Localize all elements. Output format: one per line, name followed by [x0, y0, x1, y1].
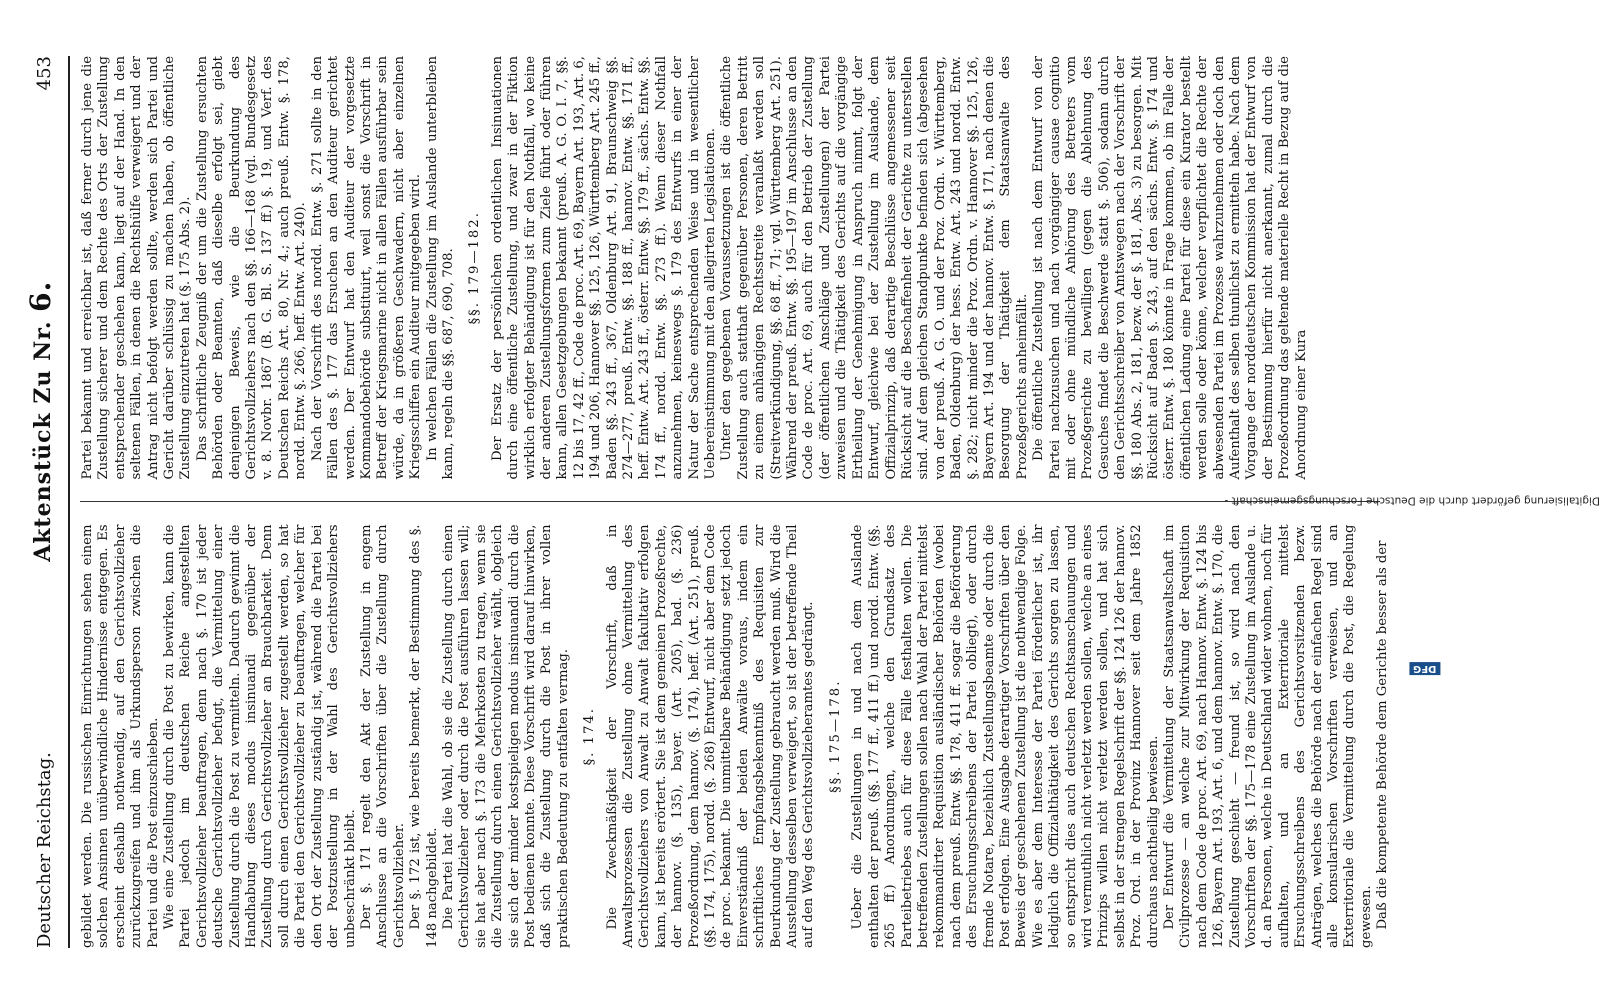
- document-number: [24, 281, 57, 562]
- digitization-credit-text: Digitalisierung gefördert durch die Deutsche Forschungsgemeinschaft -: [1224, 494, 1600, 506]
- paragraph: Der Ersatz der persönlichen ordentlichen Insinuationen durch eine öffentliche Zustellung, und zwar in der Fiktion wirklich erfolgter Behändigung ist für den Nothfall, wo keine der anderen Zustellungsformen zum Ziele führt oder führen kann, allen Gesetzgebungen bekannt (preuß. A. G. O. I. 7, §§. 12 bis 17, 42 ff., Code de proc. Art. 69, Bayern Art. 193, Art. 6, 194 und 206, Hannover §§. 125, 126, Württemberg Art. 245 ff., Baden §§. 243 ff., 367, Oldenburg Art. 91, Braunschweig §§. 274—277, preuß. Entw. §§. 188 ff., hannov. Entw. §§. 171 ff., heff. Entw. Art. 243 ff., österr. Entw. §§. 179 ff., sächs. Entw. §§. 174 ff., nordd. Entw. §§. 273 ff.). Wenn dieser Nothfall anzunehmen, keineswegs §. 179 des Entwurfs in einer der Natur der Sache entsprechenden Weise und in wesentlicher Uebereinstimmung mit den allegirten Legislationen.: [489, 56, 719, 480]
- page-header: [24, 56, 70, 948]
- right-column: [80, 56, 1380, 480]
- journal-title: Deutscher Reichstag.: [34, 752, 55, 948]
- paragraph: Der Entwurf die Vermittelung der Staatsanwaltschaft im Civilprozesse — an welche zur Mitwirkung der Requisition nach dem Code de proc. Art. 69, nach Hannov. Entw. §. 124 bis 126, Bayern Art. 193, Art. 6, und dem hannov. Entw. §. 170, die Zustellung geschieht — freund ist, so wird nach den Vorschriften der §§. 175—178 eine Zustellung im Auslande u. d. an Personen, welche in Deutschland wider wohnen, noch für aufhalten, und an Exterritoriale mittelst Ersuchungsschreibens des Gerichtsvorsitzenden bezw. Anträgen, welches die Behörde nach der einfachen Regel sind alle konsularischen Vorschriften verweisen, und an Exterritoriale die Vermittelung durch die Post, die Regelung gewesen.: [1162, 524, 1374, 948]
- paragraph: Die öffentliche Zustellung ist nach dem Entwurf von der Partei nachzusuchen und nach vorgängiger causae cognitio mit oder ohne mündliche Anhörung des Betreters vom Prozeßgerichte zu bewilligen (gegen die Ablehnung des Gesuches findet die Beschwerde statt §. 506), sodann durch den Gerichtsschreiber von Amtswegen nach der Vorschrift der §§. 180 Abs. 2, 181, bezw. der §. 181, Abs. 3) zu besorgen. Mit Rücksicht auf Baden §. 243, auf den sächs. Entw. §. 174 und österr. Entw. §. 180 könnte in Frage kommen, ob im Falle der öffentlichen Ladung eine Partei für diese ein Kurator bestellt werden solle oder könne, welcher verpflichtet die Rechte der abwesenden Partei im Prozesse wahrzunehmen oder doch den Aufenthalt des selben thunlichst zu ermitteln habe. Nach dem Vorgange der norddeutschen Kommission hat der Entwurf von der Bestimmung hierfür nicht anerkannt, zumal durch die Prozeßordnung das geltende materielle Recht in Bezug auf die Anordnung einer Kura: [1031, 56, 1309, 480]
- text-columns: [80, 56, 1391, 948]
- column-divider: [80, 502, 1380, 503]
- paragraph: Der §. 171 regelt den Akt der Zustellung in engem Anschlusse an die Vorschriften über die Zustellung durch Gerichtsvollzieher.: [358, 524, 407, 948]
- section-heading: §. 174.: [582, 707, 598, 766]
- section-heading: §§. 175—178.: [827, 679, 843, 793]
- section-heading: §§. 179—182.: [467, 211, 483, 325]
- paragraph: Ueber die Zustellungen in und nach dem Auslande enthalten der preuß. (§§. 177 ff., 411 ff.) und nordd. Entw. (§§. 265 ff.) Anordnungen, welche den Grundsatz des Parteibetriebes auch für diese Fälle festhalten wollen. Die betreffenden Zustellungen sollen nach Wahl der Partei mittelst rekommandirter Requisition ausländischer Behörden (wobei nach dem preuß. Entw. §§. 178, 411 ff. sogar die Beförderung des Ersuchungsschreibens der Partei obliegt), oder durch fremde Notare, beziehlich Zustellungsbeamte oder durch die Post erfolgen. Eine Ausgabe derartiger Vorschriften über den Beweis der geschehenen Zustellung ist die nothwendige Folge. Wie es aber dem Interesse der Partei förderlicher ist, ihr lediglich die Offizialthätigkeit des Gerichts sorgen zu lassen, so entspricht dies auch deutschen Rechtsanschauungen und wird vermuthlich nicht verletzt werden sollen, welche an eines Prinzips willen nicht verletzt werden sollen, und hat sich selbst in der strengen Regelschrift der §§. 124 126 der hannov. Proz. Ord. in der Provinz Hannover seit dem Jahre 1852 durchaus nachtheilig bewiesen.: [850, 524, 1161, 948]
- paragraph: Partei bekannt und erreichbar ist, daß ferner durch jene die Zustellung sicherer und dem Rechte des Orts der Zustellung entsprechender geschehen kann, liegt auf der Hand. In den seltenen Fällen, in denen die Rechtshülfe verweigert und der Antrag nicht befolgt werden sollte, werden sich Partei und Gericht darüber schlüssig zu machen haben, ob öffentliche Zustellung einzutreten hat (§. 175 Abs. 2).: [80, 56, 194, 480]
- paragraph: Daß die kompetente Behörde dem Gerichte besser als der: [1375, 540, 1391, 930]
- paragraph: Unter den gegebenen Voraussetzungen ist die öffentliche Zustellung auch statthaft gegenüber Personen, deren Betritt zu einem anhängigen Rechtsstreite veranlaßt werden soll (Streitverkündigung, §§. 68 ff., 71; vgl. Württemberg Art. 251). Während der preuß. Entw. §§. 195—197 im Anschlusse an den Code de proc. Art. 69, auch für den Betrieb der Zustellung (der öffentlichen Anschläge und Zustellungen) der Partei zuweisen und die Thätigkeit des Gerichts auf die vorgängige Ertheilung der Genehmigung in Anspruch nimmt, folgt der Entwurf, gleichwie bei der Zustellung im Auslande, dem Offizialprinzip, daß derartige Beschlüsse angemessener seit Rücksicht auf die Beschaffenheit der Gerichte zu unterstellen sind. Auf dem gleichen Standpunkte befinden sich (abgesehen von der preuß. A. G. O. und der Proz. Ordn. v. Württemberg, Baden, Oldenburg) der hess. Entw. Art. 243 und nordd. Entw. §. 282; nicht minder die Proz. Ordn. v. Hannover §§. 125, 126, Bayern Art. 194 und der hannov. Entw. §. 171, nach denen die Besorgung der Thätigkeit dem Staatsanwalte des Prozeßgerichts anheimfällt.: [719, 56, 1030, 480]
- paragraph: Die Zweckmäßigkeit der Vorschrift, daß in Anwaltsprozessen die Zustellung ohne Vermittelung des Gerichtsvollziehers von Anwalt zu Anwalt fakultativ erfolgen kann, ist bereits erörtert. Sie ist dem gemeinen Prozeßrechte, der hannov. (§. 135), bayer. (Art. 205), bad. (§. 236) Prozeßordnung, dem hannov. (§. 174), heff. (Art. 251), preuß. (§§. 174, 175), nordd. (§. 268) Entwurf, nicht aber dem Code de proc. bekannt. Die unmittelbare Behändigung setzt jedoch Einverständniß der beiden Anwälte voraus, indem ein schriftliches Empfangsbekenntniß des Requisiten zur Beurkundung der Zustellung gebraucht werden muß. Wird die Ausstellung desselben verweigert, so ist der betreffende Theil auf den Weg des Gerichtsvollzieheramtes gedrängt.: [604, 524, 817, 948]
- paragraph: Das schriftliche Zeugniß der um die Zustellung ersuchten Behörden oder Beamten, daß dieselbe erfolgt sei, giebt denjenigen Beweis, wie die Beurkundung des Gerichtsvollziehers nach den §§. 166—168 (vgl. Bundesgesetz v. 8. Novbr. 1867 (B. G. Bl. S. 137 ff.) §. 19, und Verf. des Deutschen Reichs Art. 80, Nr. 4.; auch preuß. Entw. §. 178, nordd. Entw. §. 266, heff. Entw. Art. 240).: [194, 56, 309, 480]
- paragraph: In welchen Fällen die Zustellung im Auslande unterbleiben kann, regeln die §§. 687, 690, 708.: [424, 56, 456, 480]
- paragraph: Nach der Vorschrift des nordd. Entw. §. 271 sollte in den Fällen des §. 177 das Ersuchen an den Auditeur gerichtet werden. Der Entwurf hat den Auditeur der vorgesetzte Kommandobehörde substituirt, weil sonst die Vorschrift in Betreff der Kriegsmarine nicht in allen Fällen ausführbar sein würde, da in größeren Geschwadern, nicht aber einzelnen Kriegsschiffen ein Auditeur mitgegeben wird.: [309, 56, 424, 480]
- paragraph: Wie eine Zustellung durch die Post zu bewirken, kann die Partei jedoch im deutschen Reiche angestellten Gerichtsvollzieher beauftragen, denn nach §. 170 ist jeder deutsche Gerichtsvollzieher befugt, die Vermittelung einer Zustellung durch die Post zu vermitteln. Dadurch gewinnt die Handhabung dieses modus insinuandi gegenüber der Zustellung durch Gerichtsvollzieher an Brauchbarkeit. Denn soll durch einen Gerichtsvollzieher zugestellt werden, so hat die Partei den Gerichtsvollzieher zu beauftragen, welcher für den Ort der Zustellung zuständig ist, während die Partei bei der Postzustellung in der Wahl des Gerichtsvollziehers unbeschränkt bleibt.: [162, 524, 358, 948]
- left-column: [80, 524, 1391, 949]
- dfg-logo: DFG: [1409, 662, 1440, 675]
- page-number: 453: [34, 56, 55, 91]
- document-number-value: 6.: [24, 280, 57, 312]
- paragraph: Die Partei hat die Wahl, ob sie die Zustellung durch einen Gerichtsvollzieher oder durch die Post ausführen lassen will; sie hat aber nach §. 173 die Mehrkosten zu tragen, wenn sie die Zustellung durch einen Gerichtsvollzieher wählt, obgleich sie sich der minder kostspieligen modus insinuandi durch die Post bedienen konnte. Diese Vorschrift wird darauf hinwirken, daß sich die Zustellung durch die Post in ihrer vollen praktischen Bedeutung zu entfalten vermag.: [440, 524, 571, 948]
- document-prefix: Aktenstück Zu Nr.: [30, 320, 56, 562]
- paragraph: Der §. 172 ist, wie bereits bemerkt, der Bestimmung des §. 148 nachgebildet.: [408, 524, 440, 948]
- paragraph: gebildet werden. Die russischen Einrichtungen sehen einem solchen Ansinnen unüberwindliche Hindernisse entgegen. Es erscheint deshalb nothwendig, auf den Gerichtsvollzieher zurückzugreifen und ihm als Urkundsperson zwischen die Partei und die Post einzuschieben.: [80, 524, 161, 948]
